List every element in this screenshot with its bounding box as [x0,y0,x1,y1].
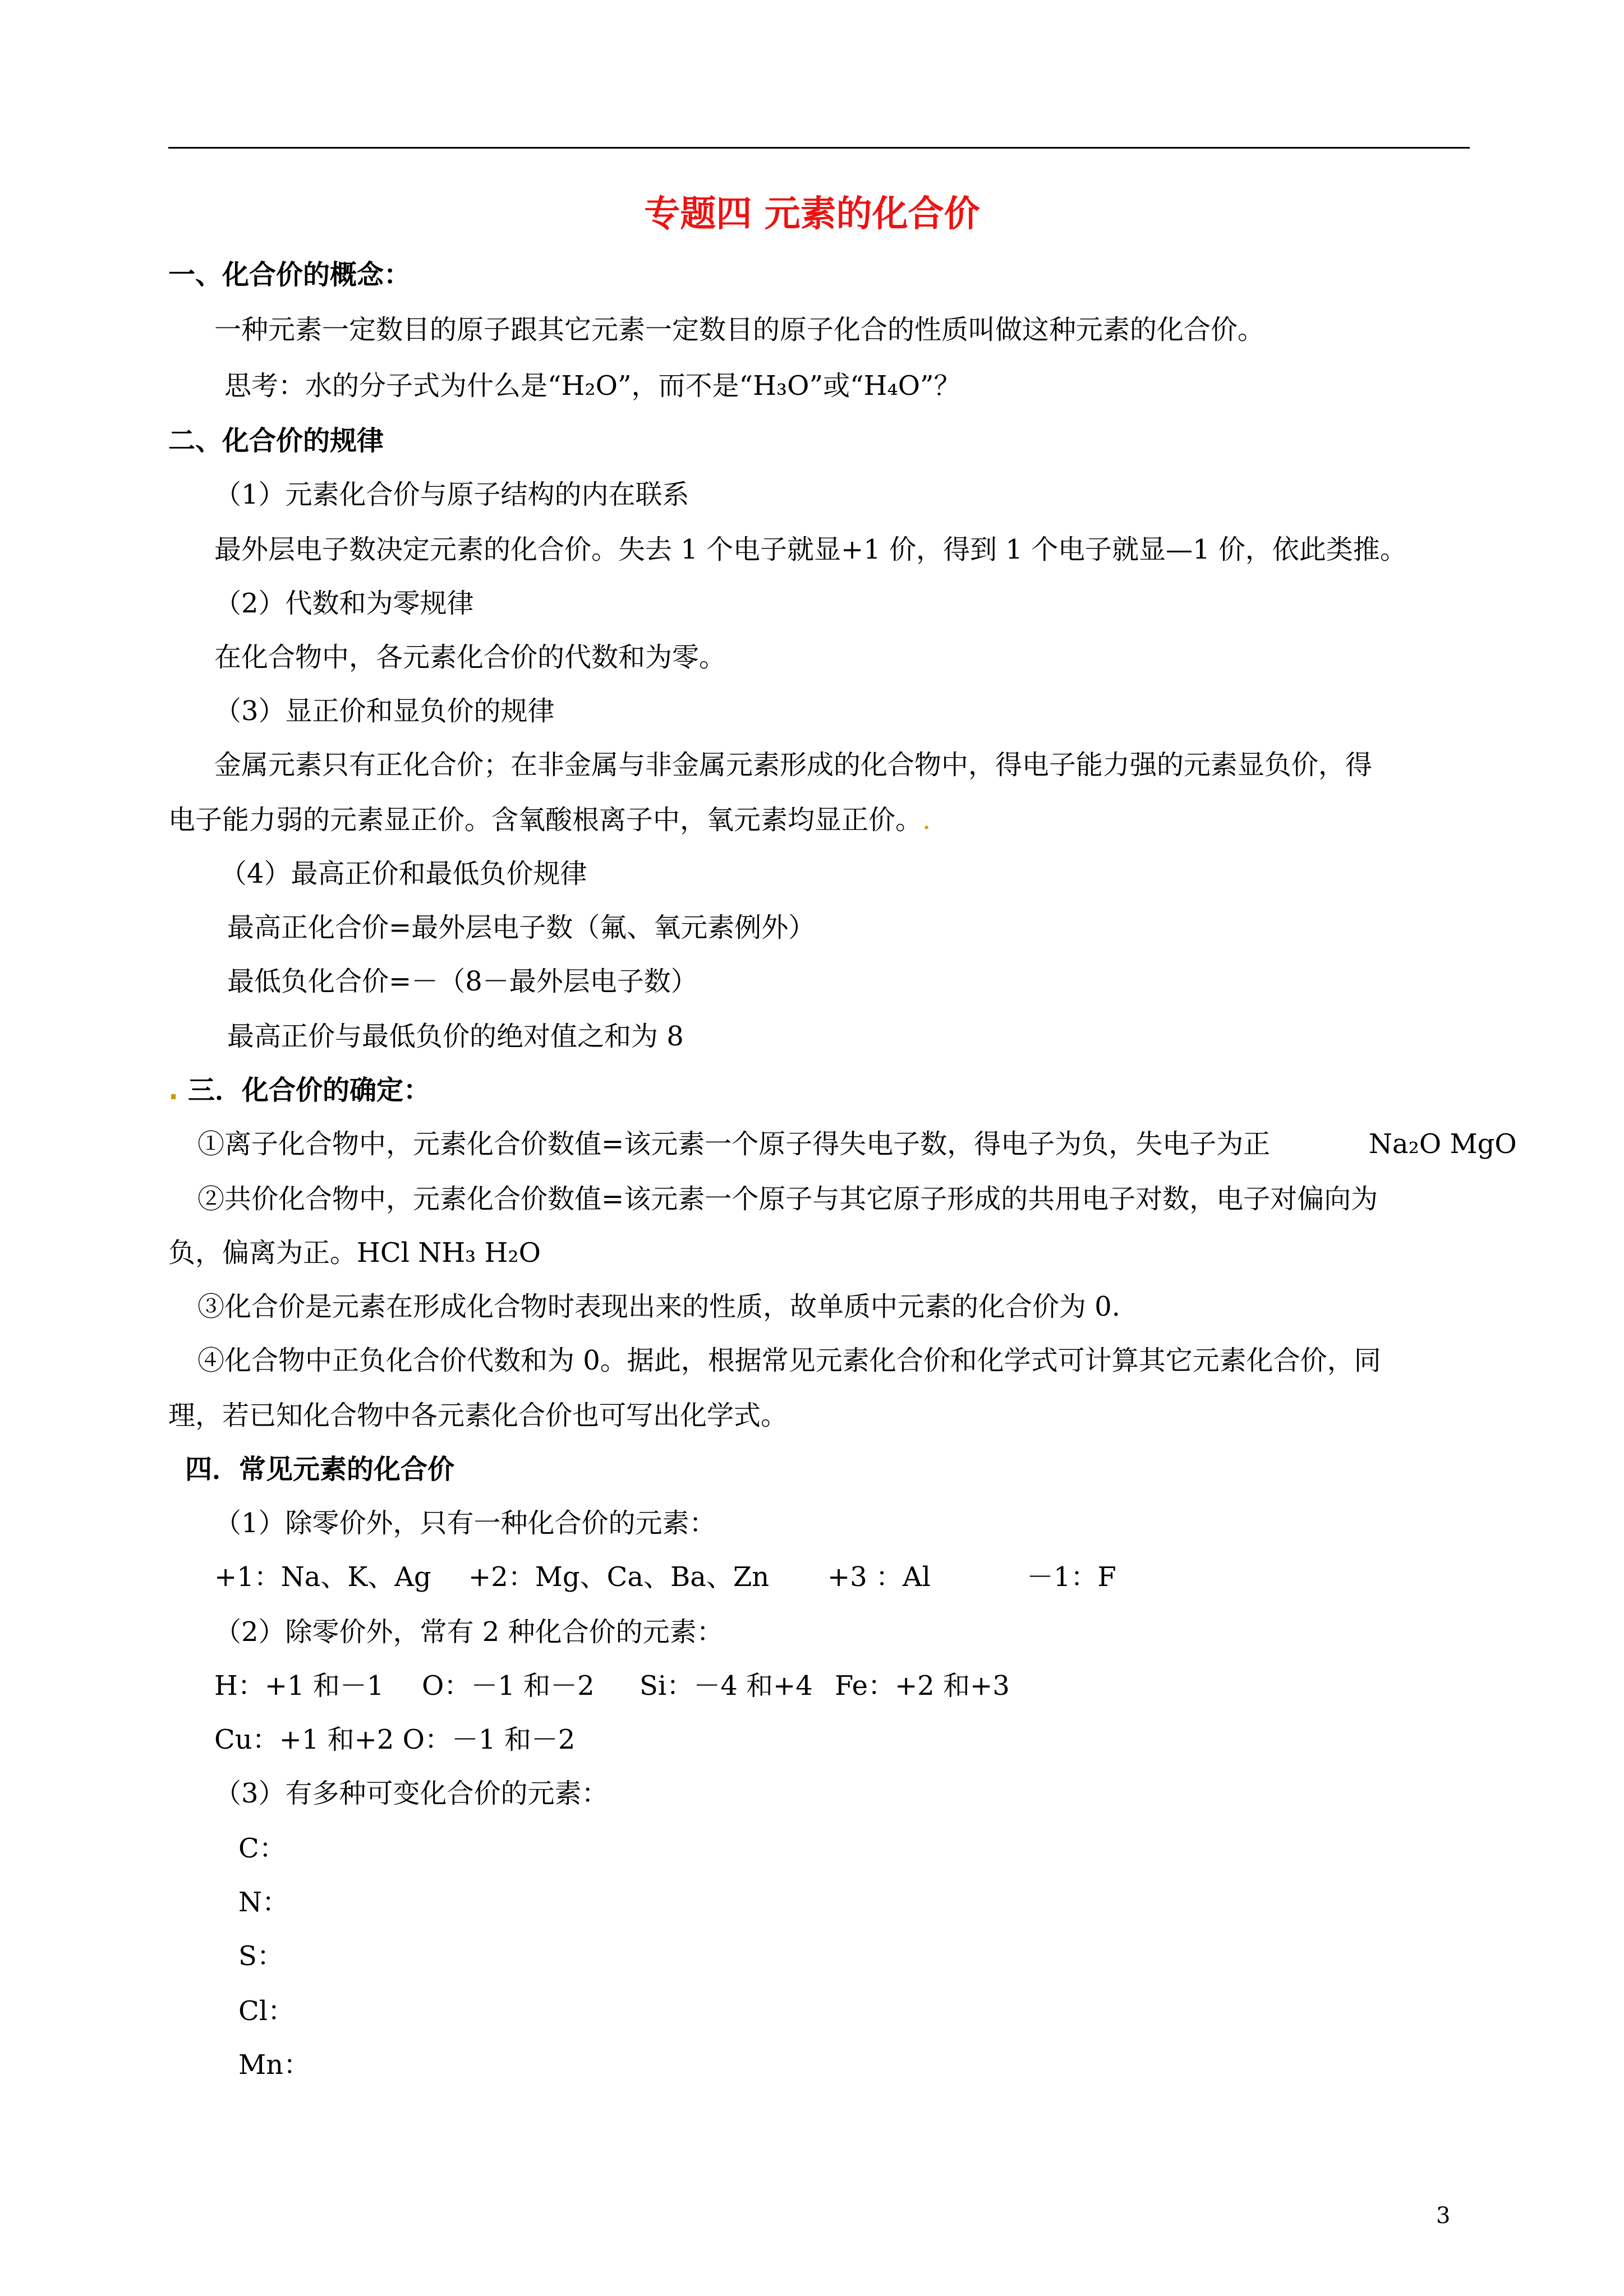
section1-heading: 一、化合价的概念： [168,259,411,291]
multi-valence-s: S： [238,1940,284,1972]
rule3-text-b-row [168,803,931,837]
section3-p4a: ④化合物中正负化合价代数和为 0。据此，根据常见元素化合价和化学式可计算其它元素化合价，同 [197,1345,1381,1376]
section3-heading-row [168,1073,430,1107]
rule2-text: 在化合物中，各元素化合价的代数和为零。 [214,642,726,673]
rule3-text-b: 电子能力弱的元素显正价。含氧酸根离子中，氧元素均显正价。 [168,804,923,836]
two-valence-fe: Fe：+2 和+3 [835,1670,1010,1702]
section1-think: 思考：水的分子式为什么是“H₂O”，而不是“H₃O”或“H₄O”？ [224,370,961,402]
rule4-line2: 最低负化合价=－（8－最外层电子数） [227,966,698,997]
header-rule [168,147,1470,149]
section3-p1: ①离子化合物中，元素化合价数值=该元素一个原子得失电子数，得电子为负，失电子为正 [197,1128,1271,1160]
rule4-title: （4）最高正价和最低负价规律 [220,858,587,889]
two-valence-si: Si：－4 和+4 [640,1670,813,1702]
rule4-line3: 最高正价与最低负价的绝对值之和为 8 [227,1021,684,1052]
stray-dot: . [168,1075,179,1106]
rule1-text: 最外层电子数决定元素的化合价。失去 1 个电子就显+1 价，得到 1 个电子就显—1 价，依此类推。 [214,534,1407,565]
section3-p1-examples: Na₂O MgO [1369,1128,1517,1160]
rule2-title: （2）代数和为零规律 [214,588,474,619]
page-number: 3 [1436,2203,1451,2229]
section4-heading: 四．常见元素的化合价 [185,1454,455,1485]
multi-valence-c: C： [238,1833,286,1864]
stray-dot: . [922,804,931,836]
section1-definition: 一种元素一定数目的原子跟其它元素一定数目的原子化合的性质叫做这种元素的化合价。 [214,314,1265,345]
section3-p3: ③化合价是元素在形成化合物时表现出来的性质，故单质中元素的化合价为 0. [197,1291,1121,1322]
two-valence-cu: Cu：+1 和+2 O：－1 和－2 [214,1724,576,1755]
section2-heading: 二、化合价的规律 [168,425,384,457]
section3-p4b: 理，若已知化合物中各元素化合价也可写出化学式。 [168,1400,788,1431]
single-valence-minus1: －1：F [1027,1561,1116,1593]
rule3-title: （3）显正价和显负价的规律 [214,695,555,727]
rule1-title: （1）元素化合价与原子结构的内在联系 [214,479,689,510]
two-valence-o: O：－1 和－2 [422,1670,595,1702]
multi-valence-cl: Cl： [238,1995,295,2027]
two-valence-h: H：+1 和－1 [214,1670,384,1702]
single-valence-plus3: +3 ：Al [827,1561,931,1593]
page-title: 专题四 元素的化合价 [644,193,980,235]
single-valence-title: （1）除零价外，只有一种化合价的元素： [214,1507,716,1539]
two-valence-title: （2）除零价外，常有 2 种化合价的元素： [214,1616,724,1648]
rule4-line1: 最高正化合价=最外层电子数（氟、氧元素例外） [227,912,816,943]
rule3-text-a: 金属元素只有正化合价；在非金属与非金属元素形成的化合物中，得电子能力强的元素显负价，得 [214,749,1373,781]
multi-valence-title: （3）有多种可变化合价的元素： [214,1778,609,1809]
section3-p2a: ②共价化合物中，元素化合价数值=该元素一个原子与其它原子形成的共用电子对数，电子对偏向为 [197,1183,1378,1215]
multi-valence-n: N： [238,1887,289,1918]
single-valence-plus1: +1：Na、K、Ag [214,1561,431,1593]
single-valence-plus2: +2：Mg、Ca、Ba、Zn [468,1561,770,1593]
multi-valence-mn: Mn： [238,2049,311,2081]
section3-heading: 三．化合价的确定： [187,1075,430,1106]
section3-p2b: 负，偏离为正。HCl NH₃ H₂O [168,1237,541,1269]
